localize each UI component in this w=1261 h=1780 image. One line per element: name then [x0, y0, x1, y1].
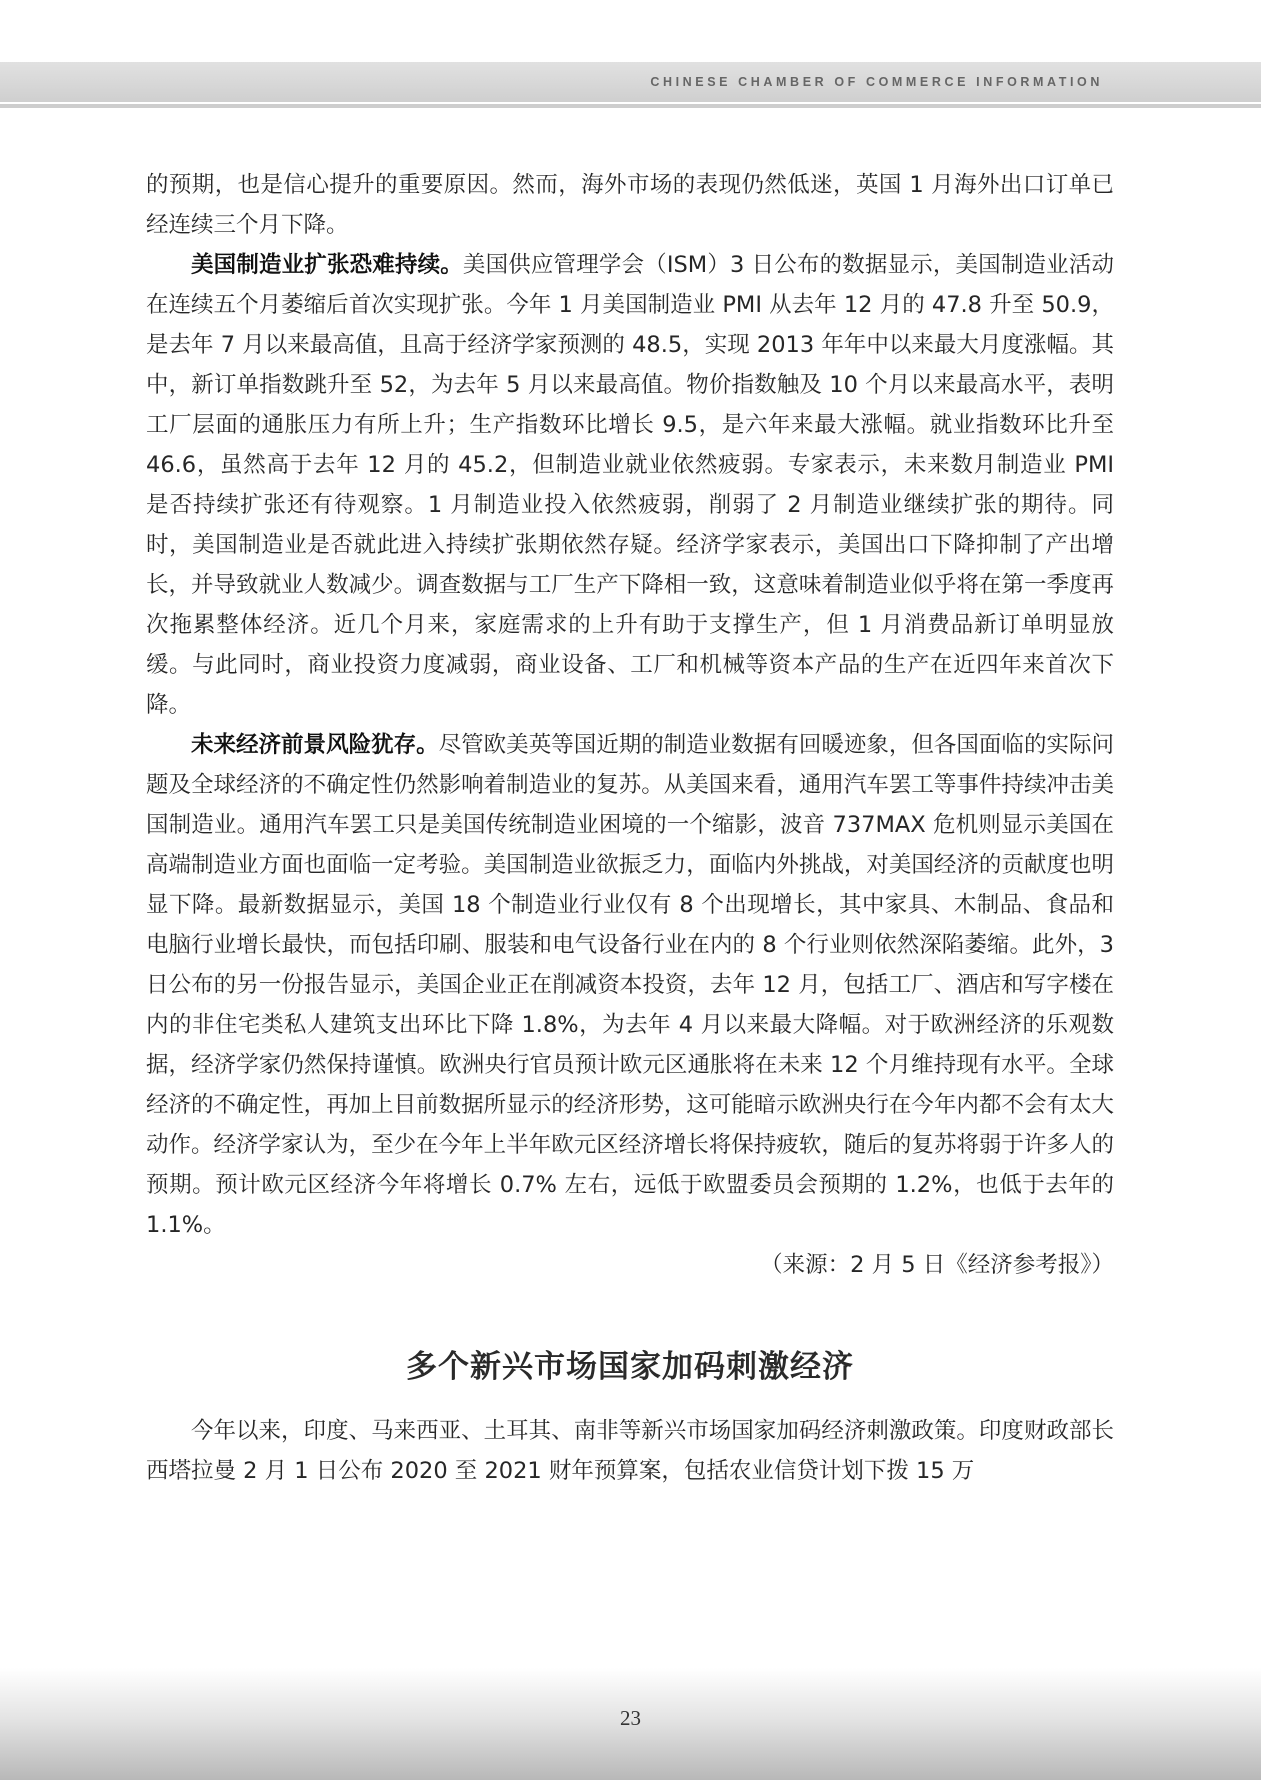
header-divider: [0, 104, 1261, 108]
paragraph-body: 美国供应管理学会（ISM）3 日公布的数据显示，美国制造业活动在连续五个月萎缩后首次实现扩张。今年 1 月美国制造业 PMI 从去年 12 月的 47.8 升至 50.9，是去年 7 月以来最高值，且高于经济学家预测的 48.5，实现 2013 年年中以来最大月度涨幅。其中，新订单指数跳升至 52，为去年 5 月以来最高值。物价指数触及 10 个月以来最高水平，表明工厂层面的通胀压力有所上升；生产指数环比增长 9.5，是六年来最大涨幅。就业指数环比升至 46.6，虽然高于去年 12 月的 45.2，但制造业就业依然疲弱。专家表示，未来数月制造业 PMI 是否持续扩张还有待观察。1 月制造业投入依然疲弱，削弱了 2 月制造业继续扩张的期待。同时，美国制造业是否就此进入持续扩张期依然存疑。经济学家表示，美国出口下降抑制了产出增长，并导致就业人数减少。调查数据与工厂生产下降相一致，这意味着制造业似乎将在第一季度再次拖累整体经济。近几个月来，家庭需求的上升有助于支撑生产，但 1 月消费品新订单明显放缓。与此同时，商业投资力度减弱，商业设备、工厂和机械等资本产品的生产在近四年来首次下降。: [146, 252, 1114, 718]
page-number: 23: [620, 1706, 641, 1730]
page-content: [146, 165, 1114, 1491]
article2-title: 多个新兴市场国家加码刺激经济: [406, 1349, 854, 1385]
running-header-title: CHINESE CHAMBER OF COMMERCE INFORMATION: [650, 75, 1103, 89]
article1-paragraph-us-manufacturing: [146, 245, 1114, 725]
article1-source-citation: （来源：2 月 5 日《经济参考报》）: [760, 1252, 1114, 1278]
paragraph-lead-heading: 美国制造业扩张恐难持续。: [191, 252, 463, 278]
paragraph-lead-heading: 未来经济前景风险犹存。: [191, 732, 439, 758]
paragraph-body: 尽管欧美英等国近期的制造业数据有回暖迹象，但各国面临的实际问题及全球经济的不确定性仍然影响着制造业的复苏。从美国来看，通用汽车罢工等事件持续冲击美国制造业。通用汽车罢工只是美国传统制造业困境的一个缩影，波音 737MAX 危机则显示美国在高端制造业方面也面临一定考验。美国制造业欲振乏力，面临内外挑战，对美国经济的贡献度也明显下降。最新数据显示，美国 18 个制造业行业仅有 8 个出现增长，其中家具、木制品、食品和电脑行业增长最快，而包括印刷、服装和电气设备行业在内的 8 个行业则依然深陷萎缩。此外，3 日公布的另一份报告显示，美国企业正在削减资本投资，去年 12 月，包括工厂、酒店和写字楼在内的非住宅类私人建筑支出环比下降 1.8%，为去年 4 月以来最大降幅。对于欧洲经济的乐观数据，经济学家仍然保持谨慎。欧洲央行官员预计欧元区通胀将在未来 12 个月维持现有水平。全球经济的不确定性，再加上目前数据所显示的经济形势，这可能暗示欧洲央行在今年内都不会有太大动作。经济学家认为，至少在今年上半年欧元区经济增长将保持疲软，随后的复苏将弱于许多人的预期。预计欧元区经济今年将增长 0.7% 左右，远低于欧盟委员会预期的 1.2%，也低于去年的 1.1%。: [146, 732, 1114, 1238]
article2-paragraph-intro: 今年以来，印度、马来西亚、土耳其、南非等新兴市场国家加码经济刺激政策。印度财政部长西塔拉曼 2 月 1 日公布 2020 至 2021 财年预算案，包括农业信贷计划下拨 15 万: [146, 1418, 1114, 1484]
article1-paragraph-continued: 的预期，也是信心提升的重要原因。然而，海外市场的表现仍然低迷，英国 1 月海外出口订单已经连续三个月下降。: [146, 172, 1114, 238]
article1-paragraph-outlook-risks: [146, 725, 1114, 1245]
